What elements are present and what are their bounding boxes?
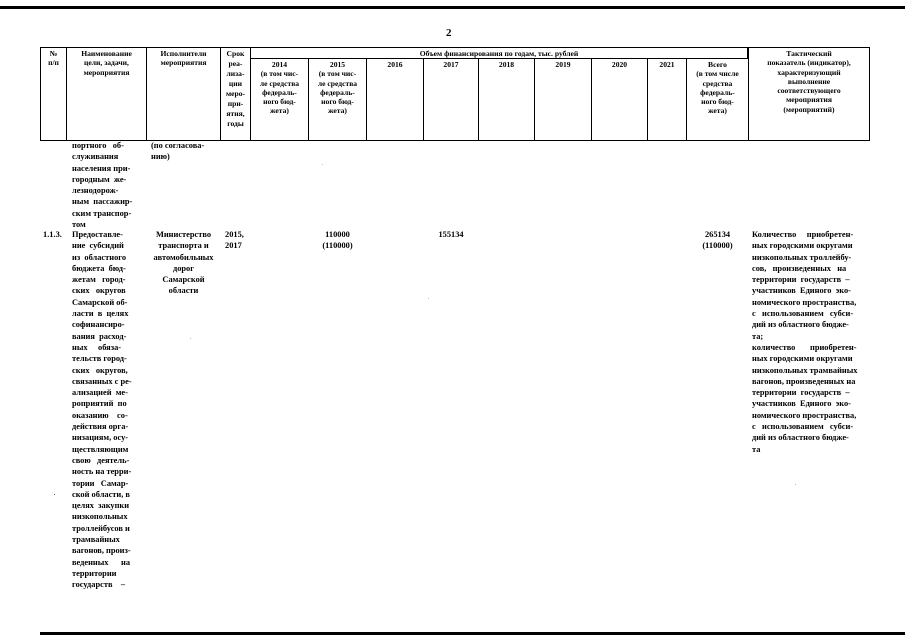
header-col-num: № п/п xyxy=(40,47,67,141)
header-year-2014: 2014 (в том чис- ле средства федераль- ного бюд- жета) xyxy=(250,58,309,141)
scan-speck xyxy=(54,494,55,495)
header-year-2015: 2015 (в том чис- ле средства федераль- ного бюд- жета) xyxy=(308,58,367,141)
top-border-rule xyxy=(0,6,905,9)
header-year-2019: 2019 xyxy=(534,58,592,141)
row-continuation-executor: (по согласова- нию) xyxy=(151,141,205,162)
scan-speck xyxy=(428,298,429,299)
page-number: 2 xyxy=(446,27,452,39)
header-col-term: Срок реа- лиза- ции меро- при- ятия, годы xyxy=(220,47,251,141)
scan-speck xyxy=(322,164,323,165)
header-col-name: Наименование цели, задачи, мероприятия xyxy=(66,47,147,141)
row-value-total: 265134 (110000) xyxy=(702,230,733,251)
header-year-2021: 2021 xyxy=(647,58,687,141)
scan-speck xyxy=(795,484,796,485)
header-total: Всего (в том числе средства федераль- ного бюд- жета) xyxy=(686,58,749,141)
scan-speck xyxy=(190,338,191,339)
row-number: 1.1.3. xyxy=(43,230,62,239)
row-value-2015: 110000 (110000) xyxy=(322,230,353,251)
header-year-2017: 2017 xyxy=(423,58,479,141)
bottom-border-rule xyxy=(40,632,905,635)
header-col-executor: Исполнители мероприятия xyxy=(146,47,221,141)
row-executor: Министерство транспорта и автомобильных дорог Самарской области xyxy=(153,230,214,296)
header-year-2018: 2018 xyxy=(478,58,535,141)
row-continuation-name: портного об- служивания населения при- городным же- лезнодорож- ным пассажир- ским транспор- том xyxy=(72,141,133,230)
header-funding-title: Объем финансирования по годам, тыс. рублей xyxy=(250,47,748,59)
row-indicator: Количество приобретен- ных городскими округами низкопольных троллейбу- сов, произведенных на территории государств – участников Единого эко- номического пространства, с использованием субси- дий из областного бюдже- та; количество приобретен- ных городскими округами низкопольных трамвайных вагонов, произведенных на территории государств – участников Единого эко- номического пространства, с использованием субси- дий из областного бюдже- та xyxy=(752,230,858,454)
row-value-2017: 155134 xyxy=(438,230,464,239)
row-term: 2015, 2017 xyxy=(225,230,244,251)
row-name: Предоставле- ние субсидий из областного бюджета бюд- жетам город- ских округов Самарской об- ласти в целях софинансиро- вания расход- ных обяза- тельств город- ских округов, связанных с ре- ализацией ме- роприятий по оказанию со- действия орга- низациям, осу- ществляющим свою деятель- ность на терри- тории Самар- ской области, в целях закупки низкопольных троллейбусов и трамвайных вагонов, произ- веденных на территории государств – xyxy=(72,230,132,590)
header-year-2016: 2016 xyxy=(366,58,424,141)
header-col-indicator: Тактический показатель (индикатор), характеризующий выполнение соответствующего мероприятия (мероприятий) xyxy=(748,47,870,141)
header-year-2020: 2020 xyxy=(591,58,648,141)
